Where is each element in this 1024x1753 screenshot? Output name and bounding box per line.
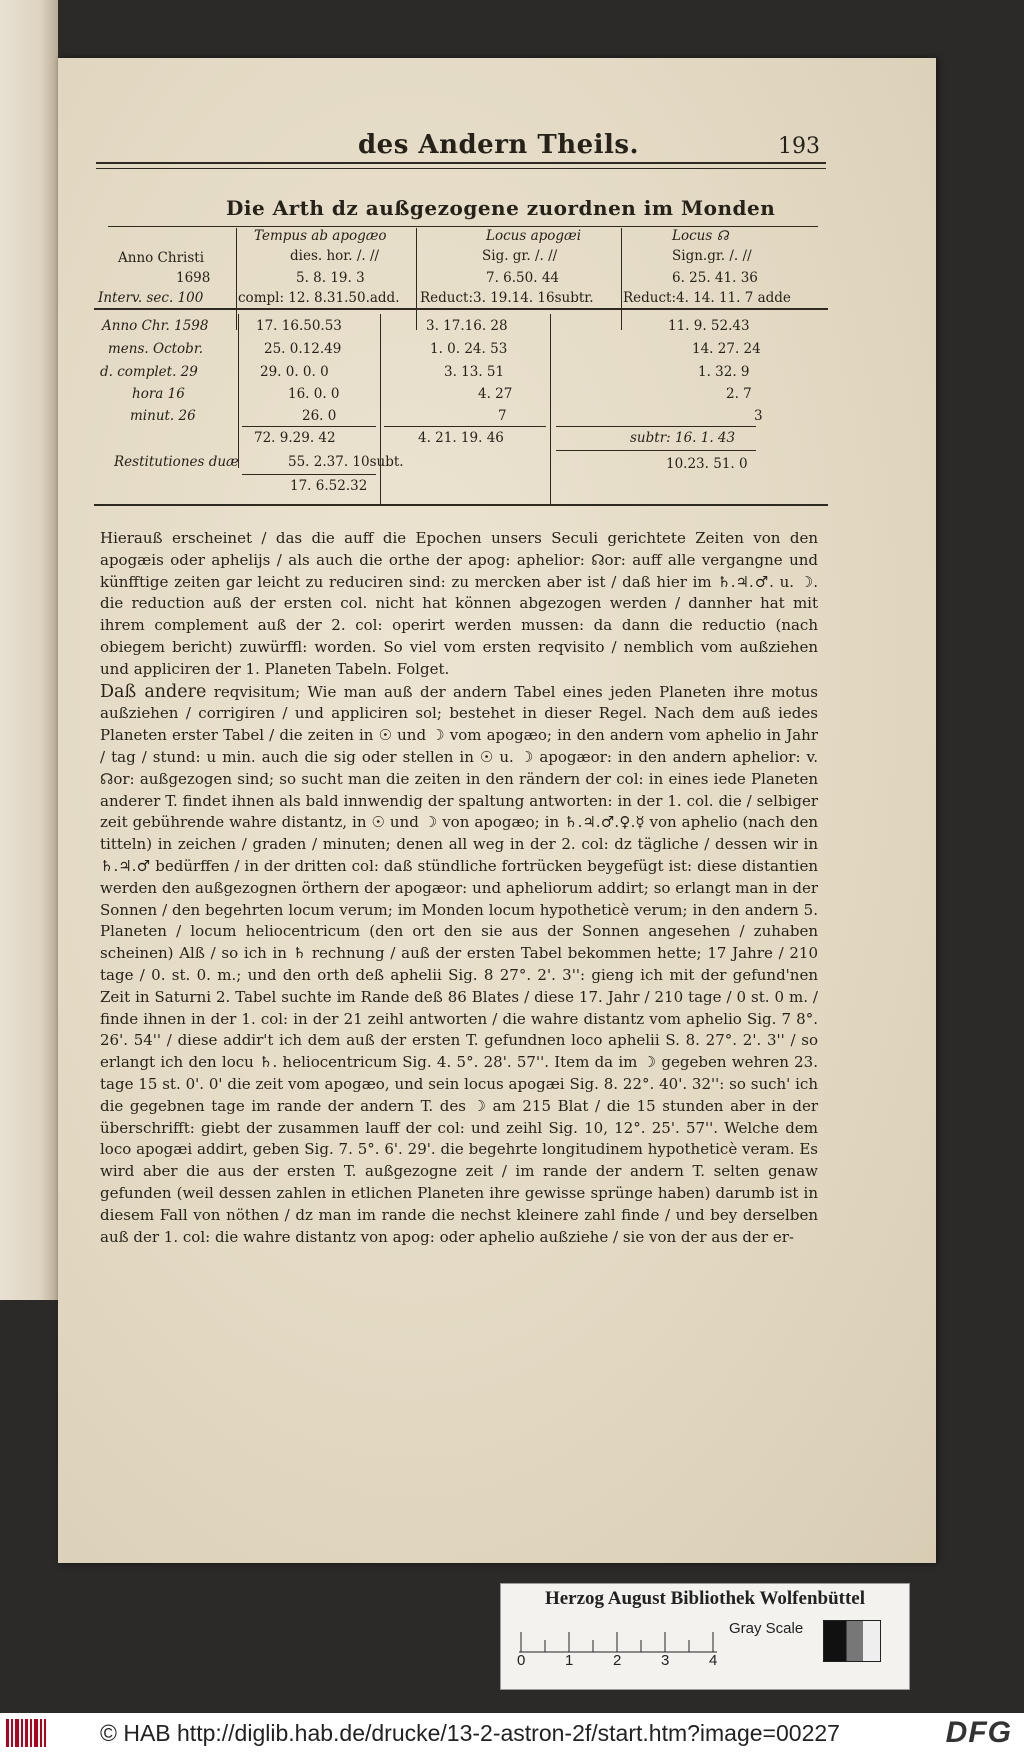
table-title: Die Arth dz außgezogene zuordnen im Monden: [226, 196, 776, 220]
table-cell: 5. 8. 19. 3: [296, 270, 365, 286]
table-mid-rule: [94, 308, 828, 310]
table-cell: 1. 32. 9: [698, 364, 750, 380]
sum-rule: [384, 426, 546, 427]
row-label: Restitutiones duæ: [114, 454, 239, 470]
dfg-logo: DFG: [945, 1716, 1012, 1749]
table-cell: 10.23. 51. 0: [666, 456, 748, 472]
table-divider: [238, 314, 239, 468]
sub-header-tempus: dies. hor. /. //: [290, 248, 380, 264]
table-cell: 17. 16.50.53: [256, 318, 342, 334]
row-label: mens. Octobr.: [108, 341, 204, 357]
sum-rule: [242, 474, 376, 475]
row-label: minut. 26: [130, 408, 196, 424]
table-cell: 6. 25. 41. 36: [672, 270, 758, 286]
gray-scale-label: Gray Scale: [729, 1620, 804, 1637]
paragraph-text: reqvisitum; Wie man auß der andern Tabel eines jeden Planeten ihre motus außziehen / corrigiren / und appliciren sol; bestehet in dieser Regel. Nach dem auß iedes Planeten erster Tabel / die zeiten in ☉ und ☽ vom apogæo; in den andern vom aphelio in Jahr / tag / stund: u min. auch die sig oder stellen in ☉ u. ☽ apogæor: in den andern aphelior: v. ☊or: außgezogen sind; so sucht man die zeiten in den rändern der col: in eines iede Planeten anderer T. findet ihnen als bald innwendig der spaltung antworten: in der 1. col. die / selbiger zeit gebührende wahre distantz, in ☉ und ☽ von apogæo; in ♄.♃.♂.♀.☿ von aphelio (nach den titteln) in zeichen / graden / minuten; denen all weg in der 2. col: dz tägliche / dessen wir in ♄.♃.♂ bedürffen / in der dritten col: daß stündliche fortrücken beygefügt ist: diese distantien werden den außgezognen örthern der apogæor: und apheliorum addirt; so erlangt man in der Sonnen / den begehrten locum verum; im Monden locum hypotheticè verum; in den andern 5. Planeten / locum heliocentricum (den ort den sie aus der Sonnen angesehen / zuhaben scheinen) Alß / so ich in ♄ rechnung / auß der ersten Tabel bekommen hette; 17 Jahre / 210 tage / 0. st. 0. m.; und den orth deß aphelii Sig. 8 27°. 2'. 3'': gieng ich mit der gefund'nen Zeit in Saturni 2. Tabel suchte im Rande deß 86 Blates / diese 17. Jahr / 210 tage / 0 st. 0 m. / finde ihnen in der 1. col: in der 21 zeihl antworten / die wahre distantz vom aphelio Sig. 7 8°. 26'. 54'' / diese addir't ich dem auß der ersten T. gefundnen loco aphelii S. 8. 27°. 2'. 3'' / so erlangt ich den locu ♄. heliocentricum Sig. 4. 5°. 28'. 57''. Item da im ☽ gegeben wehren 23. tage 15 st. 0'. 0' die zeit vom apogæo, und sein locus apogæi Sig. 8. 22°. 40'. 32'': so such' ich die gegebnen tage im rande der andern T. des ☽ am 215 Blat / die 15 stunden aber in der überschrifft: giebt der zusammen lauff der col: und zeihl Sig. 10, 12°. 25'. 57''. Welche dem loco apogæi addirt, geben Sig. 7. 5°. 6'. 29'. die begehrte longitudinem hypotheticè veram. Es wird aber die aus der ersten T. außgezogne zeit / im rande der andern T. selten genaw gefunden (weil dessen zahlen in etlichen Planeten ihre gewisse sprünge haben) darumb ist in diesem Fall von nöthen / dz man im rande die nechst kleinere zahl finde / und bey derselben auß der 1. col: die wahre distantz von apog: oder aphelio außziehe / sie von der aus der er-: [100, 682, 818, 1246]
table-cell: 7. 6.50. 44: [486, 270, 559, 286]
running-head: des Andern Theils.: [358, 130, 640, 160]
footer-source-link[interactable]: © HAB http://diglib.hab.de/drucke/13-2-astron-2f/start.htm?image=00227: [100, 1720, 840, 1746]
scale-number: 2: [613, 1652, 622, 1669]
col-header-tempus: Tempus ab apogæo: [254, 228, 387, 244]
scale-number: 4: [709, 1652, 718, 1669]
book-page: [58, 58, 936, 1563]
paragraph: [100, 682, 818, 1249]
footer-bar: [0, 1713, 1024, 1753]
table-divider: [416, 228, 417, 330]
table-cell: 4. 27: [478, 386, 513, 402]
row-label: 1698: [176, 270, 211, 286]
barcode-icon: [6, 1719, 46, 1747]
sub-header-locus-node: Sign.gr. /. //: [672, 248, 752, 264]
table-cell: 3. 17.16. 28: [426, 318, 508, 334]
sum-rule: [242, 426, 376, 427]
body-text: [100, 528, 818, 1248]
table-cell: Reduct:4. 14. 11. 7 adde: [623, 290, 791, 306]
library-color-stamp: [500, 1583, 910, 1690]
table-cell: 2. 7: [726, 386, 752, 402]
table-cell: 29. 0. 0. 0: [260, 364, 329, 380]
scale-number: 1: [565, 1652, 574, 1669]
row-label: d. complet. 29: [100, 364, 198, 380]
paragraph-lead: Daß andere: [100, 681, 207, 702]
scale-number: 0: [517, 1652, 526, 1669]
table-cell: 55. 2.37. 10subt.: [288, 454, 404, 470]
table-cell: 17. 6.52.32: [290, 478, 368, 494]
scale-number: 3: [661, 1652, 670, 1669]
header-rule: [96, 162, 826, 164]
gray-scale-swatch: [823, 1620, 881, 1662]
header-rule-thin: [96, 168, 826, 169]
table-cell: 11. 9. 52.43: [668, 318, 750, 334]
table-divider: [236, 228, 237, 330]
table-cell: Reduct:3. 19.14. 16subtr.: [420, 290, 594, 306]
table-cell: subtr: 16. 1. 43: [630, 430, 736, 446]
paragraph: Hierauß erscheinet / das die auff die Epochen unsers Seculi gerichtete Zeiten von den apogæis oder aphelijs / als auch die orthe der apog: aphelior: ☊or: auff alle vergangne und künfftige zeiten gar leicht zu reduciren sind: zu mercken aber ist / daß hier im ♄.♃.♂. u. ☽. die reduction auß der ersten col. nicht hat können abgezogen werden / dannher hat mit ihrem complement auß der 2. col: operirt werden mussen: da dann die reductio (nach obiegem bericht) zuwürffl: worden. So viel vom ersten reqvisito / nemblich vom außziehen und appliciren der 1. Planeten Tabeln. Folget.: [100, 529, 818, 678]
stamp-title: Herzog August Bibliothek Wolfenbüttel: [544, 1588, 866, 1609]
table-cell: 14. 27. 24: [692, 341, 761, 357]
table-divider: [380, 314, 381, 504]
table-divider: [550, 314, 551, 504]
scale-ruler-icon: [519, 1624, 717, 1654]
row-label: Anno Christi: [118, 250, 205, 266]
table-title-rule: [108, 226, 818, 227]
row-label: hora 16: [132, 386, 185, 402]
col-header-locus-node: Locus ☊: [672, 228, 729, 244]
table-cell: compl: 12. 8.31.50.add.: [238, 290, 400, 306]
row-label: Anno Chr. 1598: [102, 318, 209, 334]
col-header-locus-apogaei: Locus apogæi: [486, 228, 582, 244]
table-cell: 72. 9.29. 42: [254, 430, 336, 446]
table-cell: 3. 13. 51: [444, 364, 505, 380]
table-cell: 3: [754, 408, 763, 424]
folio-number: 193: [778, 134, 820, 159]
sum-rule: [556, 450, 756, 451]
table-cell: 25. 0.12.49: [264, 341, 342, 357]
table-divider: [621, 228, 622, 330]
sub-header-locus-apogaei: Sig. gr. /. //: [482, 248, 558, 264]
table-bottom-rule: [94, 504, 828, 506]
table-cell: 7: [498, 408, 507, 424]
table-cell: 4. 21. 19. 46: [418, 430, 504, 446]
table-cell: 1. 0. 24. 53: [430, 341, 508, 357]
previous-page-edge: [0, 0, 58, 1300]
row-label: Interv. sec. 100: [98, 290, 204, 306]
table-cell: 26. 0: [302, 408, 337, 424]
sum-rule: [556, 426, 756, 427]
table-cell: 16. 0. 0: [288, 386, 340, 402]
